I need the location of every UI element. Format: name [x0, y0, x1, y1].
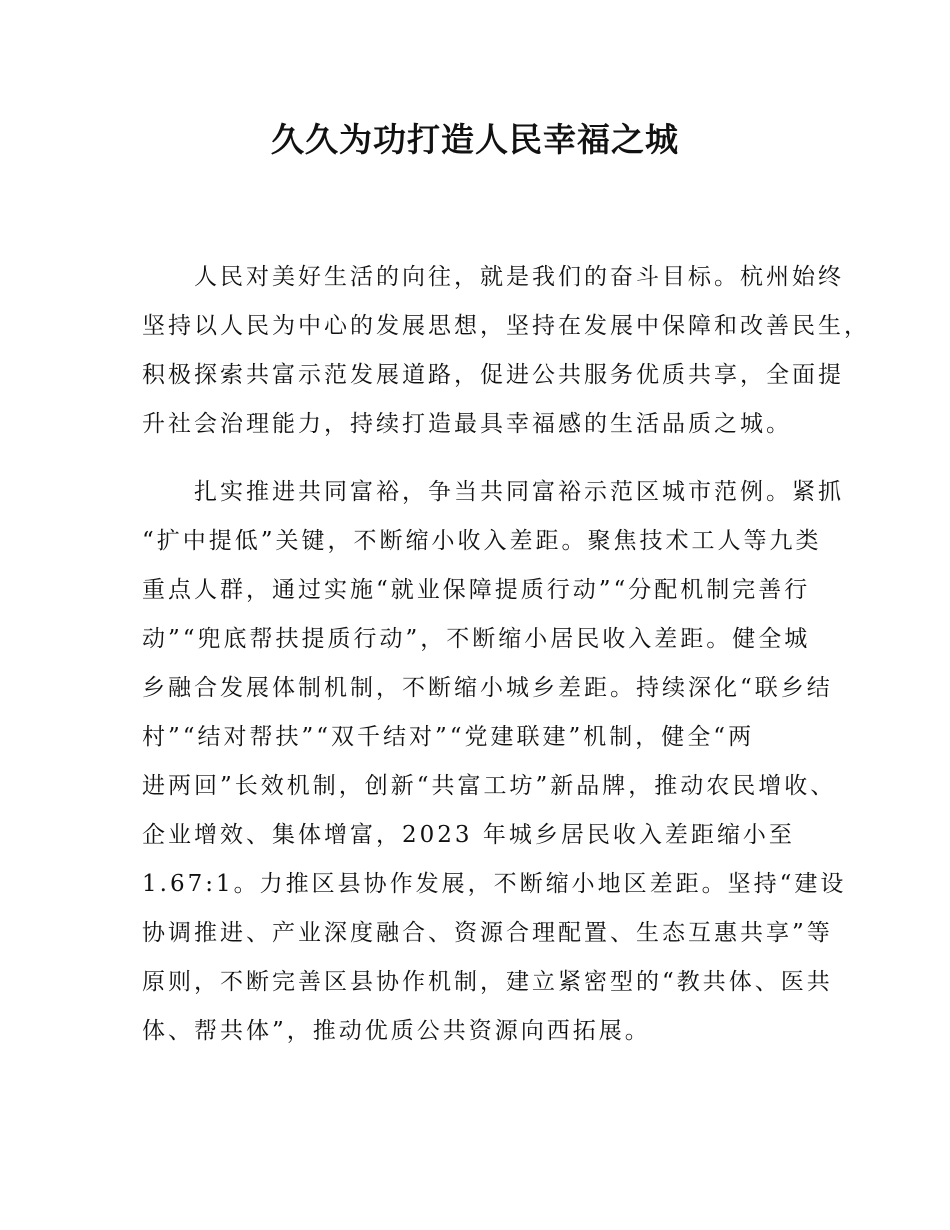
paragraph-line: 进两回”长效机制，创新“共富工坊”新品牌，推动农民增收、 [142, 773, 837, 799]
paragraph-2 [142, 468, 847, 1056]
paragraph-line: 村”“结对帮扶”“双千结对”“党建联建”机制，健全“两 [142, 724, 755, 750]
paragraph-line: 积极探索共富示范发展道路，促进公共服务优质共享，全面提 [142, 362, 844, 388]
paragraph-line: 人民对美好生活的向往，就是我们的奋斗目标。杭州始终 [194, 264, 844, 290]
paragraph-line: “扩中提低”关键，不断缩小收入差距。聚焦技术工人等九类 [142, 528, 822, 554]
paragraph-line: 协调推进、产业深度融合、资源合理配置、生态互惠共享”等 [142, 920, 833, 946]
paragraph-line: 重点人群，通过实施“就业保障提质行动”“分配机制完善行 [142, 577, 811, 603]
paragraph-line: 扎实推进共同富裕，争当共同富裕示范区城市范例。紧抓 [194, 479, 844, 505]
paragraph-line: 体、帮共体”，推动优质公共资源向西拓展。 [142, 1018, 651, 1044]
paragraph-line: 原则，不断完善区县协作机制，建立紧密型的“教共体、医共 [142, 969, 833, 995]
paragraph-line: 坚持以人民为中心的发展思想，坚持在发展中保障和改善民生， [142, 313, 870, 339]
document-title: 久久为功打造人民幸福之城 [271, 120, 679, 159]
paragraph-line: 升社会治理能力，持续打造最具幸福感的生活品质之城。 [142, 411, 792, 437]
paragraph-1 [142, 253, 870, 449]
paragraph-line: 1.67:1。力推区县协作发展，不断缩小地区差距。坚持“建设 [142, 871, 847, 897]
paragraph-line: 企业增效、集体增富，2023 年城乡居民收入差距缩小至 [142, 822, 795, 848]
paragraph-line: 乡融合发展体制机制，不断缩小城乡差距。持续深化“联乡结 [142, 675, 833, 701]
paragraph-line: 动”“兜底帮扶提质行动”，不断缩小居民收入差距。健全城 [142, 626, 811, 652]
